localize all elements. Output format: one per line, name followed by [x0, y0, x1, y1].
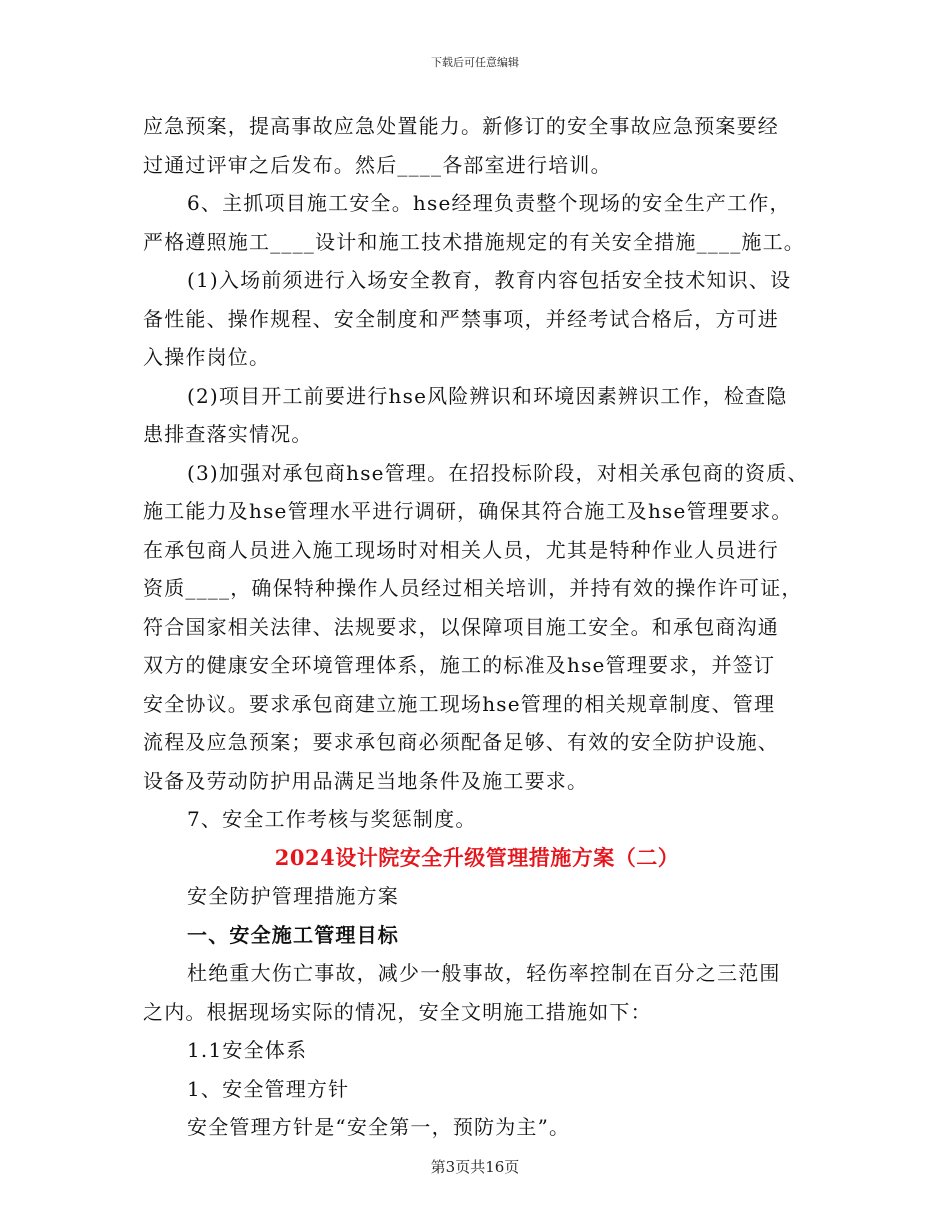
paragraph-line: 安全协议。要求承包商建立施工现场hse管理的相关规章制度、管理	[143, 691, 776, 716]
paragraph-line: 入操作岗位。	[143, 345, 271, 369]
paragraph-line: 患排查落实情况。	[143, 422, 313, 446]
paragraph-line: (2)项目开工前要进行hse风险辨识和环境因素辨识工作，检查隐	[187, 383, 788, 408]
paragraph-line: 流程及应急预案；要求承包商必须配备足够、有效的安全防护设施、	[143, 730, 779, 754]
paragraph-line: 1、安全管理方针	[187, 1076, 350, 1101]
paragraph-line: 施工能力及hse管理水平进行调研，确保其符合施工及hse管理要求。	[143, 499, 793, 523]
paragraph-line: 设备及劳动防护用品满足当地条件及施工要求。	[143, 768, 589, 793]
paragraph-line: 符合国家相关法律、法规要求，以保障项目施工安全。和承包商沟通	[143, 614, 779, 639]
paragraph-line: (3)加强对承包商hse管理。在招投标阶段，对相关承包商的资质、	[187, 460, 809, 485]
section-heading: 一、安全施工管理目标	[187, 922, 399, 947]
paragraph-line: 双方的健康安全环境管理体系，施工的标准及hse管理要求，并签订	[143, 653, 776, 677]
paragraph-line: 在承包商人员进入施工现场时对相关人员，尤其是特种作业人员进行	[143, 537, 779, 562]
paragraph-line: 应急预案，提高事故应急处置能力。新修订的安全事故应急预案要经	[143, 114, 779, 138]
paragraph-line: 1.1安全体系	[187, 1038, 308, 1062]
paragraph-line: 过通过评审之后发布。然后____各部室进行培训。	[143, 152, 612, 177]
paragraph-line: 备性能、操作规程、安全制度和严禁事项，并经考试合格后，方可进	[143, 306, 779, 331]
document-body	[143, 107, 823, 1147]
paragraph-line: 7、安全工作考核与奖惩制度。	[187, 807, 477, 831]
page-footer: 第3页共16页	[430, 1158, 520, 1176]
paragraph-line: 之内。根据现场实际的情况，安全文明施工措施如下：	[143, 999, 652, 1024]
paragraph-line: 杜绝重大伤亡事故，减少一般事故，轻伤率控制在百分之三范围	[187, 961, 781, 985]
page-header: 下载后可任意编辑	[431, 56, 519, 69]
paragraph-line: 安全防护管理措施方案	[187, 884, 399, 908]
paragraph-line: 6、主抓项目施工安全。hse经理负责整个现场的安全生产工作，	[187, 191, 791, 215]
paragraph-line: 安全管理方针是“安全第一，预防为主”。	[187, 1115, 571, 1139]
paragraph-line: (1)入场前须进行入场安全教育，教育内容包括安全技术知识、设	[187, 268, 792, 292]
section-title: 2024设计院安全升级管理措施方案（二）	[274, 844, 680, 870]
paragraph-line: 资质____，确保特种操作人员经过相关培训，并持有效的操作许可证，	[143, 576, 803, 600]
paragraph-line: 严格遵照施工____设计和施工技术措施规定的有关安全措施____施工。	[143, 229, 805, 254]
